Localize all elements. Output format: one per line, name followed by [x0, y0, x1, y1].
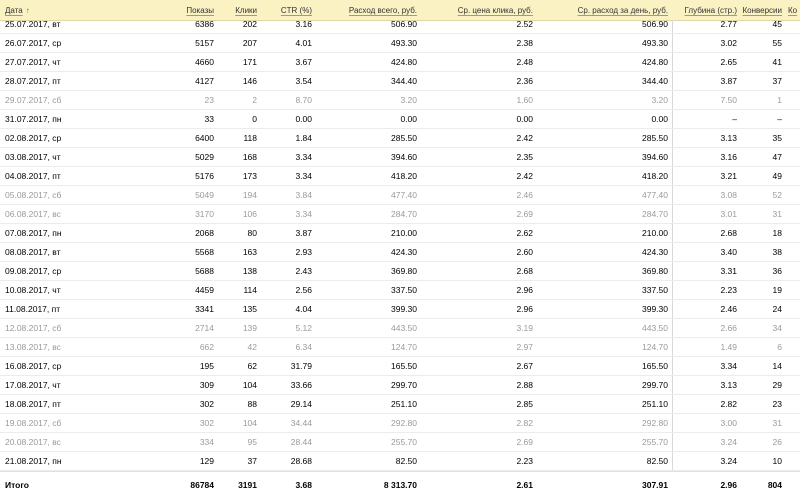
cell-conv: 29 — [772, 380, 782, 390]
cell-date: 09.08.2017, ср — [5, 266, 62, 276]
total-conversions: 804 — [767, 480, 782, 490]
cell-cost: 251.10 — [391, 399, 417, 409]
cell-ctr: 31.79 — [290, 361, 312, 371]
cell-clicks: 163 — [242, 247, 257, 257]
cell-shows: 5688 — [195, 266, 214, 276]
cell-cpc: 2.38 — [516, 38, 533, 48]
cell-cpc: 2.46 — [516, 190, 533, 200]
cell-depth: 3.21 — [720, 171, 737, 181]
table-row — [0, 53, 800, 72]
cell-clicks: 2 — [252, 95, 257, 105]
cell-daily: 82.50 — [646, 456, 668, 466]
cell-date: 05.08.2017, сб — [5, 190, 62, 200]
sort-ascending-icon: ↑ — [25, 6, 30, 15]
cell-clicks: 139 — [242, 323, 257, 333]
cell-clicks: 138 — [242, 266, 257, 276]
cell-daily: 0.00 — [651, 114, 668, 124]
cell-date: 19.08.2017, сб — [5, 418, 62, 428]
cell-ctr: 8.70 — [295, 95, 312, 105]
cell-cpc: 2.23 — [516, 456, 533, 466]
cell-daily: 299.70 — [642, 380, 668, 390]
cell-ctr: 6.34 — [295, 342, 312, 352]
cell-depth: 1.49 — [720, 342, 737, 352]
cell-conv: 31 — [772, 418, 782, 428]
cell-conv: 55 — [772, 38, 782, 48]
cell-cost: 443.50 — [391, 323, 417, 333]
cell-ctr: 3.87 — [295, 228, 312, 238]
cell-conv: 35 — [772, 133, 782, 143]
cell-cost: 82.50 — [395, 456, 417, 466]
cell-depth: 2.46 — [720, 304, 737, 314]
cell-shows: 6386 — [195, 19, 214, 29]
cell-cost: 285.50 — [391, 133, 417, 143]
cell-date: 17.08.2017, чт — [5, 380, 61, 390]
cell-date: 16.08.2017, ср — [5, 361, 62, 371]
table-row — [0, 110, 800, 129]
cell-cpc: 2.97 — [516, 342, 533, 352]
cell-conv: 6 — [777, 342, 782, 352]
cell-shows: 5157 — [195, 38, 214, 48]
cell-cpc: 3.19 — [516, 323, 533, 333]
cell-ctr: 5.12 — [295, 323, 312, 333]
cell-cost: 369.80 — [391, 266, 417, 276]
cell-depth: 3.08 — [720, 190, 737, 200]
cell-cost: 493.30 — [391, 38, 417, 48]
table-row — [0, 20, 800, 34]
cell-cost: 424.80 — [391, 57, 417, 67]
cell-shows: 195 — [199, 361, 214, 371]
cell-depth: 2.65 — [720, 57, 737, 67]
cell-clicks: 37 — [247, 456, 257, 466]
cell-shows: 23 — [204, 95, 214, 105]
cell-date: 26.07.2017, ср — [5, 38, 62, 48]
cell-conv: 49 — [772, 171, 782, 181]
cell-cost: 418.20 — [391, 171, 417, 181]
total-depth: 2.96 — [720, 480, 737, 490]
total-ctr: 3.68 — [295, 480, 312, 490]
cell-date: 27.07.2017, чт — [5, 57, 61, 67]
cell-daily: 284.70 — [642, 209, 668, 219]
table-row — [0, 243, 800, 262]
cell-ctr: 34.44 — [290, 418, 312, 428]
cell-clicks: 88 — [247, 399, 257, 409]
cell-depth: 2.68 — [720, 228, 737, 238]
column-header-shows[interactable]: Показы — [186, 6, 214, 15]
cell-depth: 2.77 — [720, 19, 737, 29]
cell-cost: 292.80 — [391, 418, 417, 428]
cell-depth: 3.16 — [720, 152, 737, 162]
cell-daily: 285.50 — [642, 133, 668, 143]
cell-clicks: 207 — [242, 38, 257, 48]
cell-cpc: 2.36 — [516, 76, 533, 86]
column-header-cpc[interactable]: Ср. цена клика, руб. — [457, 6, 533, 15]
cell-depth: 2.82 — [720, 399, 737, 409]
cell-date: 13.08.2017, вс — [5, 342, 61, 352]
cell-clicks: 106 — [242, 209, 257, 219]
cell-depth: 3.13 — [720, 380, 737, 390]
cell-shows: 334 — [199, 437, 214, 447]
cell-conv: 37 — [772, 76, 782, 86]
cell-ctr: 2.56 — [295, 285, 312, 295]
cell-cpc: 2.85 — [516, 399, 533, 409]
cell-ctr: 4.04 — [295, 304, 312, 314]
column-header-cost[interactable]: Расход всего, руб. — [348, 6, 417, 15]
cell-daily: 418.20 — [642, 171, 668, 181]
cell-cost: 165.50 — [391, 361, 417, 371]
table-row — [0, 91, 800, 110]
cell-clicks: 173 — [242, 171, 257, 181]
cell-cpc: 2.82 — [516, 418, 533, 428]
cell-ctr: 2.93 — [295, 247, 312, 257]
cell-cpc: 2.68 — [516, 266, 533, 276]
cell-cpc: 1.60 — [516, 95, 533, 105]
cell-daily: 337.50 — [642, 285, 668, 295]
cell-shows: 302 — [199, 418, 214, 428]
cell-clicks: 114 — [243, 285, 257, 295]
cell-shows: 5049 — [195, 190, 214, 200]
cell-daily: 255.70 — [642, 437, 668, 447]
table-row — [0, 452, 800, 471]
total-shows: 86784 — [190, 480, 214, 490]
cell-cost: 394.60 — [391, 152, 417, 162]
table-row — [0, 414, 800, 433]
cell-cost: 424.30 — [391, 247, 417, 257]
cell-shows: 3170 — [195, 209, 214, 219]
cell-clicks: 95 — [247, 437, 257, 447]
cell-daily: 344.40 — [642, 76, 668, 86]
total-cpc: 2.61 — [516, 480, 533, 490]
cell-cpc: 2.62 — [516, 228, 533, 238]
table-row — [0, 205, 800, 224]
cell-conv: 45 — [772, 19, 782, 29]
cell-ctr: 3.16 — [295, 19, 312, 29]
cell-daily: 210.00 — [642, 228, 668, 238]
cell-shows: 4127 — [195, 76, 214, 86]
total-daily-cost: 307.91 — [642, 480, 668, 490]
cell-cpc: 2.88 — [516, 380, 533, 390]
table-row — [0, 34, 800, 53]
cell-shows: 33 — [204, 114, 214, 124]
cell-cost: 477.40 — [391, 190, 417, 200]
cell-date: 20.08.2017, вс — [5, 437, 61, 447]
cell-daily: 424.30 — [642, 247, 668, 257]
cell-daily: 292.80 — [642, 418, 668, 428]
table-row — [0, 72, 800, 91]
cell-depth: 3.24 — [720, 456, 737, 466]
table-row — [0, 148, 800, 167]
table-row — [0, 186, 800, 205]
table-row — [0, 262, 800, 281]
cell-ctr: 3.34 — [295, 152, 312, 162]
cell-conv: 18 — [772, 228, 782, 238]
cell-depth: 2.23 — [720, 285, 737, 295]
cell-ctr: 28.44 — [290, 437, 312, 447]
cell-cost: 337.50 — [391, 285, 417, 295]
cell-clicks: 80 — [247, 228, 257, 238]
column-header-clicks[interactable]: Клики — [235, 6, 257, 15]
cell-daily: 506.90 — [642, 19, 668, 29]
table-row — [0, 433, 800, 452]
table-row — [0, 224, 800, 243]
column-header-date[interactable]: Дата ↑ — [5, 0, 65, 20]
cell-cost: 0.00 — [400, 114, 417, 124]
table-body — [0, 20, 800, 471]
cell-cost: 124.70 — [391, 342, 417, 352]
total-cost: 8 313.70 — [383, 480, 417, 490]
cell-conv: 38 — [772, 247, 782, 257]
cell-conv: 52 — [772, 190, 782, 200]
cell-cost: 506.90 — [391, 19, 417, 29]
cell-daily: 394.60 — [642, 152, 668, 162]
cell-date: 04.08.2017, пт — [5, 171, 61, 181]
table-row — [0, 357, 800, 376]
cell-date: 18.08.2017, пт — [5, 399, 61, 409]
cell-shows: 4459 — [195, 285, 214, 295]
cell-cpc: 2.52 — [516, 19, 533, 29]
cell-cpc: 2.42 — [516, 133, 533, 143]
cell-depth: 3.02 — [720, 38, 737, 48]
table-row — [0, 167, 800, 186]
cell-daily: 124.70 — [642, 342, 668, 352]
cell-daily: 399.30 — [642, 304, 668, 314]
cell-conv: 41 — [772, 57, 782, 67]
cell-cpc: 0.00 — [516, 114, 533, 124]
cell-daily: 165.50 — [642, 361, 668, 371]
cell-date: 21.08.2017, пн — [5, 456, 62, 466]
cell-ctr: 3.54 — [295, 76, 312, 86]
cell-shows: 2068 — [195, 228, 214, 238]
cell-ctr: 3.84 — [295, 190, 312, 200]
cell-clicks: 194 — [242, 190, 257, 200]
cell-shows: 6400 — [195, 133, 214, 143]
cell-conv: 26 — [772, 437, 782, 447]
cell-ctr: 33.66 — [290, 380, 312, 390]
cell-date: 03.08.2017, чт — [5, 152, 61, 162]
column-header-depth[interactable]: Глубина (стр.) — [684, 6, 737, 15]
cell-cpc: 2.67 — [516, 361, 533, 371]
cell-shows: 5029 — [195, 152, 214, 162]
cell-clicks: 171 — [242, 57, 257, 67]
cell-date: 29.07.2017, сб — [5, 95, 62, 105]
cell-shows: 662 — [199, 342, 214, 352]
cell-shows: 5568 — [195, 247, 214, 257]
cell-conv: 47 — [772, 152, 782, 162]
cell-date: 11.08.2017, пт — [5, 304, 61, 314]
cell-daily: 251.10 — [642, 399, 668, 409]
table-row — [0, 129, 800, 148]
cell-conv: 31 — [772, 209, 782, 219]
cell-cost: 3.20 — [400, 95, 417, 105]
cell-clicks: 42 — [247, 342, 257, 352]
cell-cpc: 2.69 — [516, 437, 533, 447]
column-header-daily-cost[interactable]: Ср. расход за день, руб. — [577, 6, 668, 15]
cell-cost: 284.70 — [391, 209, 417, 219]
cell-clicks: 104 — [242, 418, 257, 428]
cell-depth: 3.01 — [720, 209, 737, 219]
cell-conv: 34 — [772, 323, 782, 333]
cell-conv: 24 — [772, 304, 782, 314]
cell-date: 08.08.2017, вт — [5, 247, 61, 257]
cell-clicks: 0 — [252, 114, 257, 124]
cell-clicks: 146 — [242, 76, 257, 86]
cell-ctr: 4.01 — [295, 38, 312, 48]
cell-cpc: 2.42 — [516, 171, 533, 181]
cell-depth: 3.87 — [720, 76, 737, 86]
total-row — [0, 471, 800, 498]
cell-depth: 3.40 — [720, 247, 737, 257]
cell-shows: 2714 — [195, 323, 214, 333]
cell-ctr: 3.67 — [295, 57, 312, 67]
cell-clicks: 104 — [242, 380, 257, 390]
cell-clicks: 202 — [242, 19, 257, 29]
table-row — [0, 395, 800, 414]
cell-shows: 302 — [199, 399, 214, 409]
cell-shows: 5176 — [195, 171, 214, 181]
cell-date: 06.08.2017, вс — [5, 209, 61, 219]
table-row — [0, 376, 800, 395]
table-row — [0, 300, 800, 319]
total-clicks: 3191 — [238, 480, 257, 490]
table-row — [0, 281, 800, 300]
cell-conv: 1 — [777, 95, 782, 105]
cell-date: 31.07.2017, пн — [5, 114, 62, 124]
cell-ctr: 3.34 — [295, 209, 312, 219]
cell-cost: 344.40 — [391, 76, 417, 86]
cell-ctr: 2.43 — [295, 266, 312, 276]
cell-depth: 3.13 — [720, 133, 737, 143]
cell-shows: 129 — [199, 456, 214, 466]
cell-cost: 255.70 — [391, 437, 417, 447]
cell-clicks: 135 — [242, 304, 257, 314]
column-header-conversions[interactable]: Конверсии — [742, 6, 782, 15]
cell-daily: 443.50 — [642, 323, 668, 333]
column-header-ctr[interactable]: CTR (%) — [280, 6, 312, 15]
cell-cost: 210.00 — [391, 228, 417, 238]
cell-shows: 4660 — [195, 57, 214, 67]
cell-clicks: 118 — [243, 133, 257, 143]
cell-shows: 309 — [199, 380, 214, 390]
cell-daily: 369.80 — [642, 266, 668, 276]
cell-daily: 424.80 — [642, 57, 668, 67]
cell-ctr: 3.34 — [295, 171, 312, 181]
cell-depth: 3.00 — [720, 418, 737, 428]
cell-depth: 3.31 — [720, 266, 737, 276]
cell-cpc: 2.60 — [516, 247, 533, 257]
cell-ctr: 1.84 — [295, 133, 312, 143]
cell-shows: 3341 — [195, 304, 214, 314]
total-label: Итого — [5, 480, 29, 490]
cell-cpc: 2.69 — [516, 209, 533, 219]
cell-depth: – — [732, 114, 737, 124]
cell-ctr: 28.68 — [290, 456, 312, 466]
cell-clicks: 168 — [242, 152, 257, 162]
cell-daily: 3.20 — [651, 95, 668, 105]
cell-clicks: 62 — [247, 361, 257, 371]
cell-date: 02.08.2017, ср — [5, 133, 62, 143]
cell-conv: 14 — [772, 361, 782, 371]
table-row — [0, 319, 800, 338]
cell-date: 28.07.2017, пт — [5, 76, 61, 86]
cell-depth: 3.34 — [720, 361, 737, 371]
cell-cost: 399.30 — [391, 304, 417, 314]
cell-date: 12.08.2017, сб — [5, 323, 62, 333]
cell-conv: 10 — [772, 456, 782, 466]
cell-conv: 19 — [772, 285, 782, 295]
cell-cost: 299.70 — [391, 380, 417, 390]
cell-cpc: 2.96 — [516, 285, 533, 295]
cell-cpc: 2.96 — [516, 304, 533, 314]
cell-conv: 23 — [772, 399, 782, 409]
cell-ctr: 29.14 — [290, 399, 312, 409]
cell-cpc: 2.35 — [516, 152, 533, 162]
cell-depth: 7.50 — [720, 95, 737, 105]
cell-cpc: 2.48 — [516, 57, 533, 67]
cell-daily: 493.30 — [642, 38, 668, 48]
column-header-cut[interactable]: Ко — [788, 6, 798, 15]
cell-date: 25.07.2017, вт — [5, 19, 61, 29]
table-row — [0, 338, 800, 357]
cell-date: 07.08.2017, пн — [5, 228, 62, 238]
cell-daily: 477.40 — [642, 190, 668, 200]
cell-conv: 36 — [772, 266, 782, 276]
cell-conv: – — [777, 114, 782, 124]
cell-ctr: 0.00 — [295, 114, 312, 124]
cell-date: 10.08.2017, чт — [5, 285, 61, 295]
cell-depth: 2.66 — [720, 323, 737, 333]
cell-depth: 3.24 — [720, 437, 737, 447]
